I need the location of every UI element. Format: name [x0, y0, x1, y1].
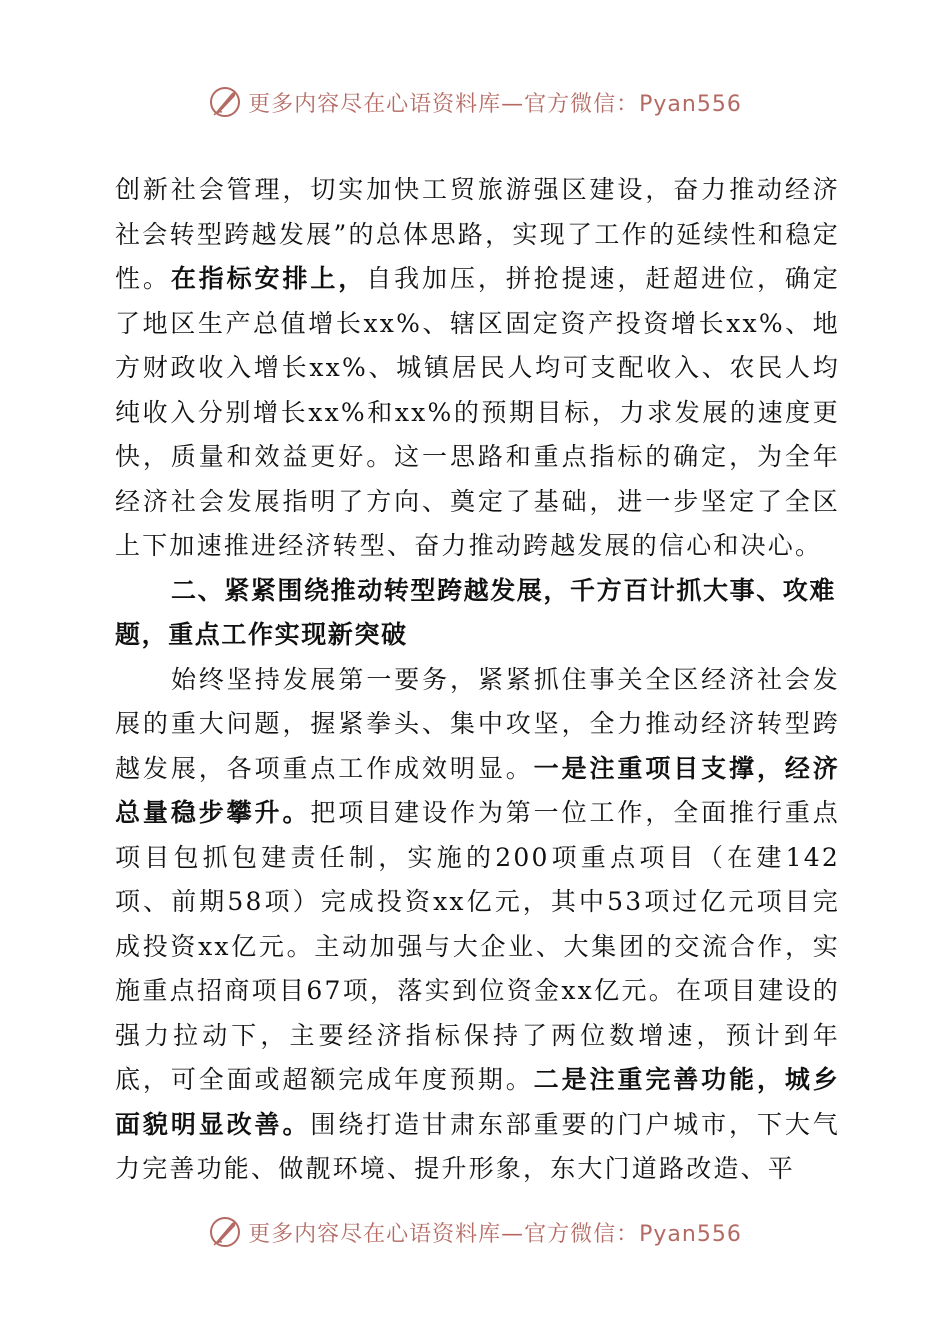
section-heading-2: 二、紧紧围绕推动转型跨越发展，千方百计抓大事、攻难题，重点工作实现新突破 [115, 575, 837, 649]
paragraph-1-text-a: 创新社会管理，切实加快工贸旅游强区建设，奋力推动经济社会转型跨越发展”的总体思路，实现了工作的延续性和稳定性。 [115, 175, 840, 293]
quill-logo-icon [208, 1215, 242, 1249]
paragraph-2-text-b: 把项目建设作为第一位工作，全面推行重点项目包抓包建责任制，实施的200项重点项目（在建142项、前期58项）完成投资xx亿元，其中53项过亿元项目完成投资xx亿元。主动加强与大企业、大集团的交流合作，实施重点招商项目67项，落实到位资金xx亿元。在项目建设的强力拉动下，主要经济指标保持了两位数增速，预计到年底，可全面或超额完成年度预期。 [115, 798, 840, 1094]
paragraph-2 [115, 658, 840, 1192]
paragraph-1-text-b: 自我加压，拼抢提速，赶超进位，确定了地区生产总值增长xx%、辖区固定资产投资增长xx%、地方财政收入增长xx%、城镇居民人均可支配收入、农民人均纯收入分别增长xx%和xx%的预期目标，力求发展的速度更快，质量和效益更好。这一思路和重点指标的确定，为全年经济社会发展指明了方向、奠定了基础，进一步坚定了全区上下加速推进经济转型、奋力推动跨越发展的信心和决心。 [115, 264, 841, 560]
watermark-footer [0, 1212, 950, 1252]
watermark-text: 更多内容尽在心语资料库—官方微信：Pyan556 [248, 91, 742, 117]
paragraph-2-text-a: 始终坚持发展第一要务，紧紧抓住事关全区经济社会发展的重大问题，握紧拳头、集中攻坚，全力推动经济转型跨越发展，各项重点工作成效明显。 [115, 664, 840, 783]
paragraph-2-bold-b: 二是注重完善功能，城乡面貌明显改善。 [115, 1065, 840, 1139]
paragraph-2-bold-a: 一是注重项目支撑，经济总量稳步攀升。 [115, 753, 840, 827]
paragraph-2-text-c: 围绕打造甘肃东部重要的门户城市，下大气力完善功能、做靓环境、提升形象，东大门道路改造、平 [115, 1109, 840, 1183]
paragraph-1 [115, 168, 840, 569]
quill-logo-icon [208, 85, 242, 119]
watermark-text: 更多内容尽在心语资料库—官方微信：Pyan556 [248, 1221, 742, 1247]
watermark-header [0, 82, 950, 122]
paragraph-1-bold-a: 在指标安排上， [170, 264, 367, 293]
document-body [115, 168, 840, 1192]
